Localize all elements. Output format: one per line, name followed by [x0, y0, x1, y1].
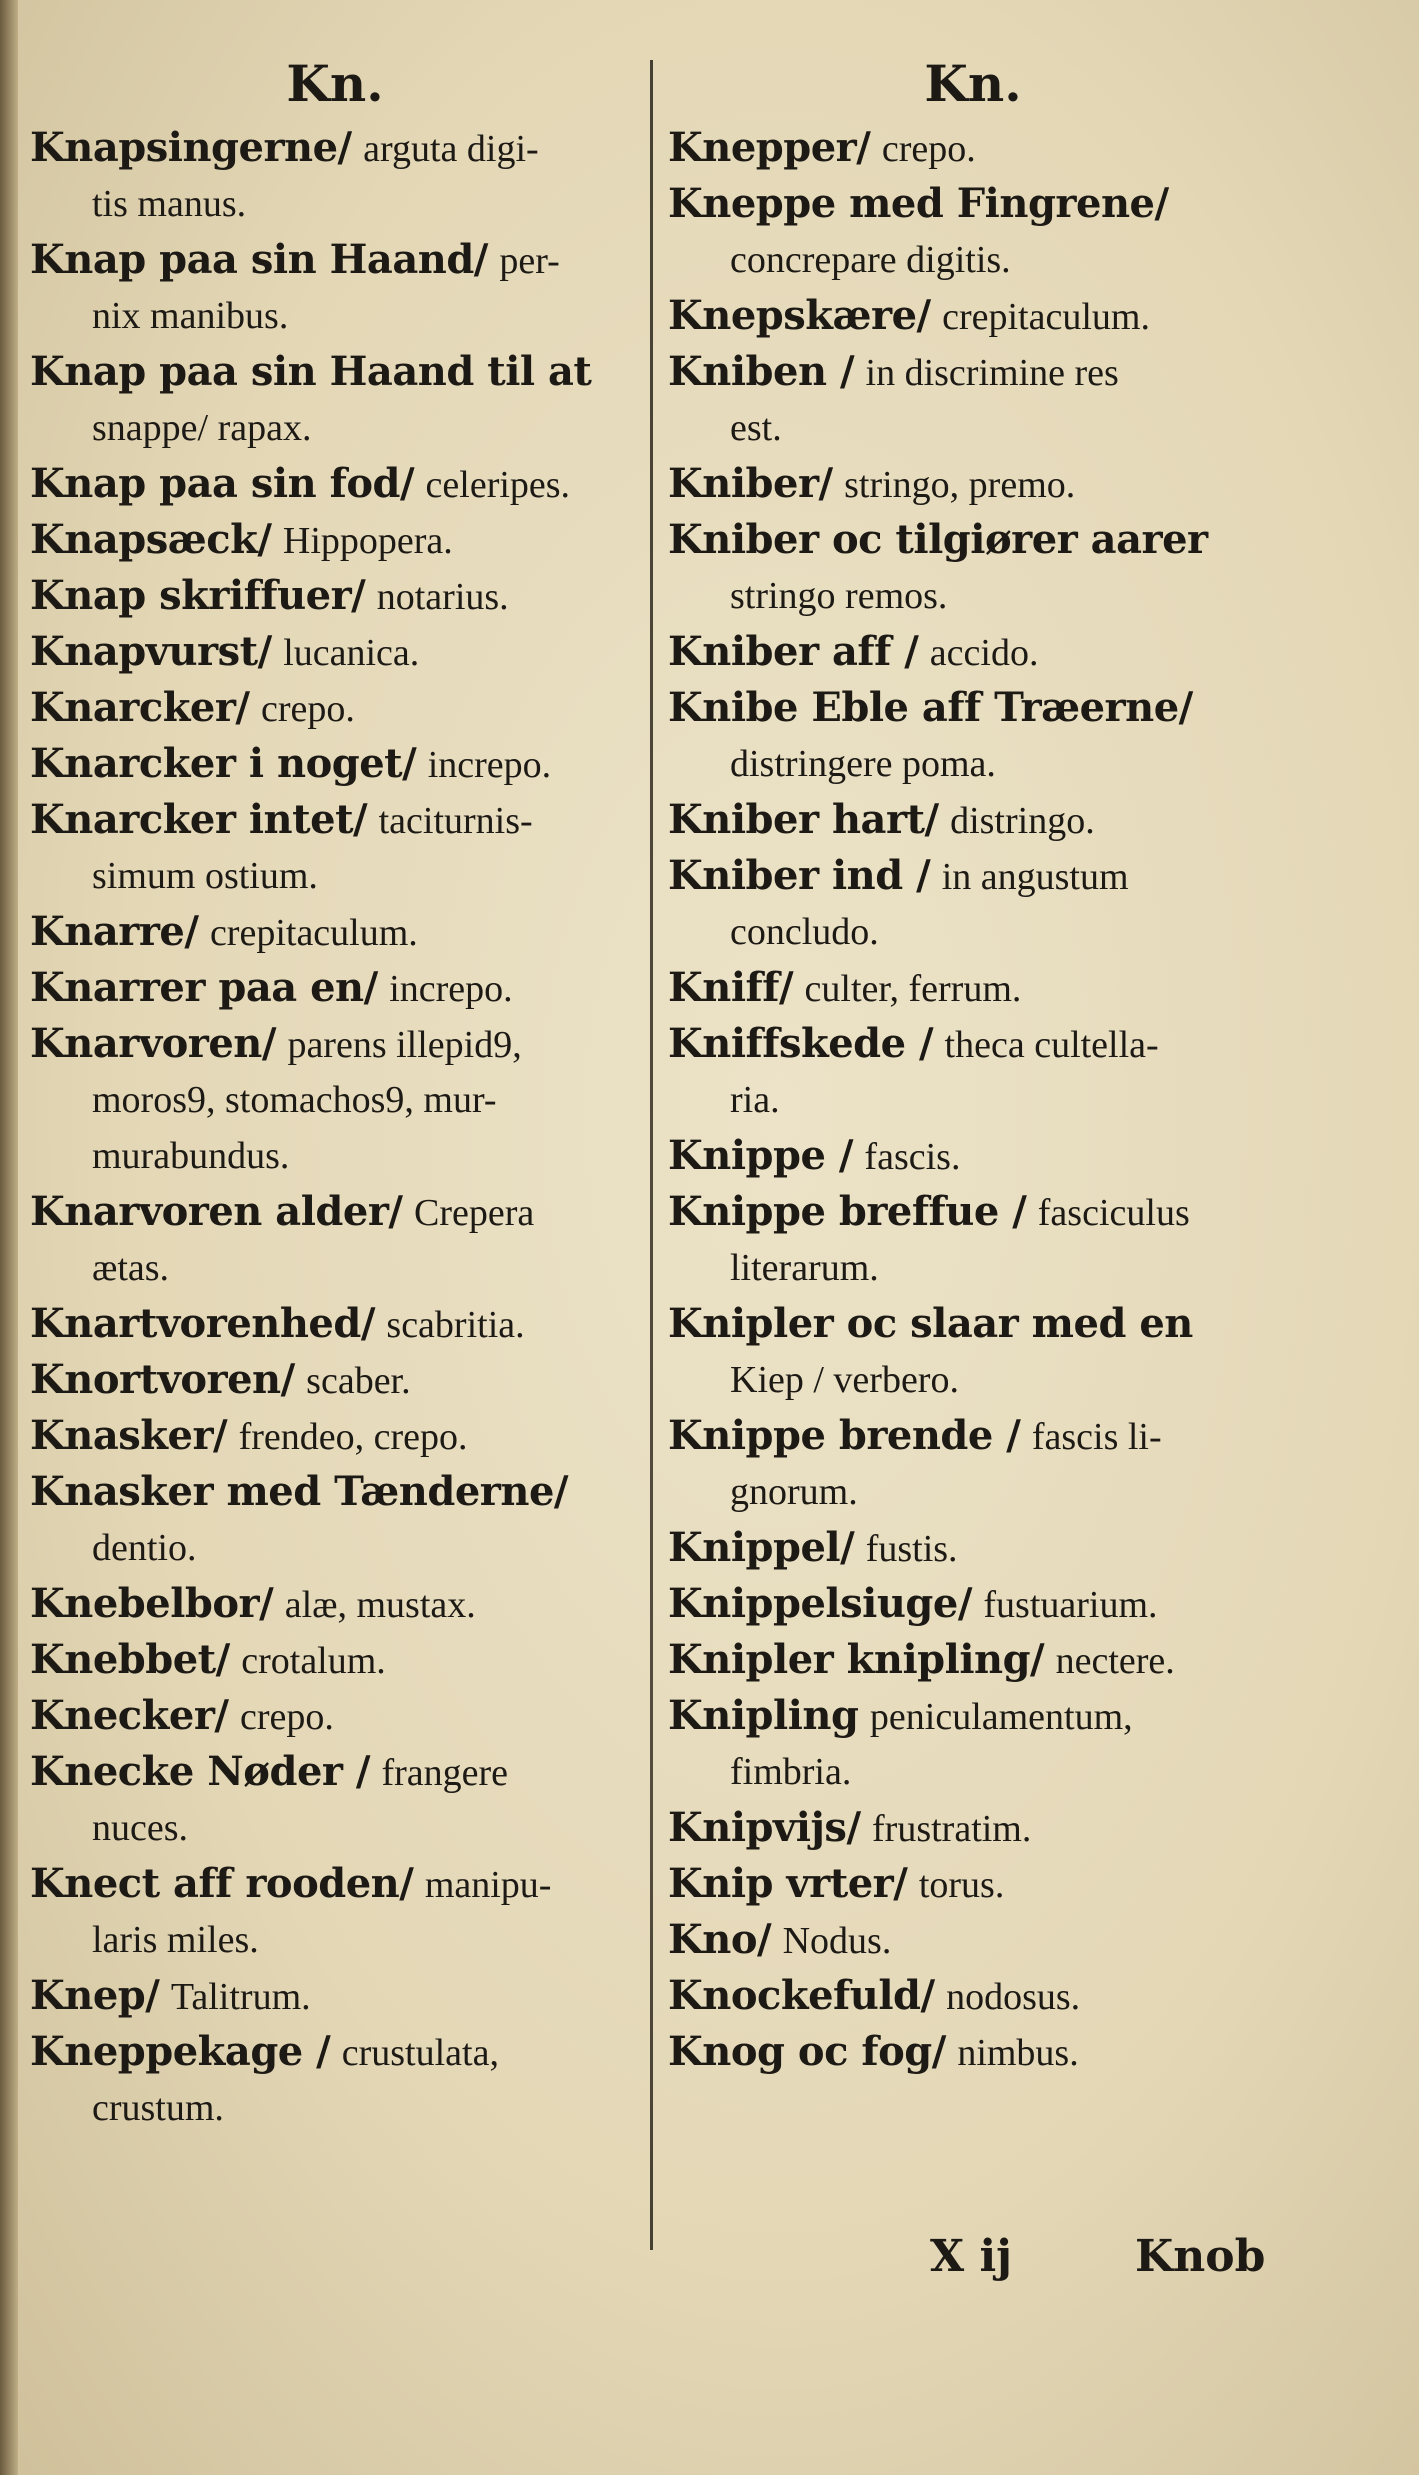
entry-continuation-line: gnorum.: [730, 1471, 858, 1513]
entry-first-line: [30, 1856, 640, 1912]
latin-gloss: crustulata,: [341, 2032, 499, 2074]
dictionary-entry: [668, 1128, 1278, 1184]
dictionary-entry: [30, 624, 640, 680]
dictionary-entry: [30, 1968, 640, 2024]
entry-first-line: [668, 1968, 1278, 2024]
entry-first-line: [668, 848, 1278, 904]
latin-gloss: frustratim.: [872, 1808, 1032, 1850]
entry-continuation-line: murabundus.: [92, 1135, 290, 1177]
latin-gloss: notarius.: [376, 576, 509, 618]
latin-gloss: in discrimine res: [865, 352, 1119, 394]
entry-first-line: [30, 456, 640, 512]
headword: Knecker/: [30, 1692, 229, 1739]
entry-first-line: [668, 1632, 1278, 1688]
left-running-head: Kn.: [286, 54, 384, 113]
latin-gloss: frendeo, crepo.: [238, 1416, 468, 1458]
headword: Knarcker/: [30, 684, 250, 731]
entry-first-line: [30, 512, 640, 568]
signature-mark: X ij: [930, 2231, 1013, 2282]
headword: Knip vrter/: [668, 1860, 908, 1907]
entry-continuation-line: fimbria.: [730, 1751, 852, 1793]
latin-gloss: crepo.: [239, 1696, 334, 1738]
dictionary-entry: [30, 1016, 640, 1184]
latin-gloss: fascis.: [864, 1136, 961, 1178]
headword: Knipling: [668, 1692, 859, 1739]
latin-gloss: celeripes.: [425, 464, 571, 506]
entry-first-line: [30, 1688, 640, 1744]
headword: Knap paa sin fod/: [30, 460, 415, 507]
latin-gloss: culter, ferrum.: [804, 968, 1022, 1010]
entry-first-line: [668, 1128, 1278, 1184]
headword: Kneppe med Fingrene/: [668, 180, 1169, 227]
latin-gloss: crepo.: [881, 128, 976, 170]
dictionary-entry: [668, 512, 1278, 624]
headword: Knapvurst/: [30, 628, 272, 675]
latin-gloss: stringo, premo.: [844, 464, 1076, 506]
latin-gloss: distringo.: [950, 800, 1095, 842]
entry-first-line: [668, 1296, 1278, 1352]
headword: Knapsingerne/: [30, 124, 352, 171]
entry-continuation-line: ria.: [730, 1079, 780, 1121]
entry-first-line: [668, 792, 1278, 848]
headword: Knippe brende /: [668, 1412, 1021, 1459]
entry-first-line: [668, 176, 1278, 232]
latin-gloss: peniculamentum,: [869, 1696, 1133, 1738]
entry-first-line: [668, 1576, 1278, 1632]
entry-continuation-line: nix manibus.: [92, 295, 289, 337]
headword: Kniben /: [668, 348, 855, 395]
dictionary-entry: [668, 792, 1278, 848]
entry-first-line: [30, 1352, 640, 1408]
headword: Knebelbor/: [30, 1580, 274, 1627]
entry-first-line: [30, 344, 640, 400]
entry-first-line: [668, 1520, 1278, 1576]
catchword: Knob: [1135, 2231, 1266, 2282]
headword: Knog oc fog/: [668, 2028, 946, 2075]
dictionary-entry: [30, 1184, 640, 1296]
right-entry-list: [668, 120, 1278, 2080]
headword: Knipvijs/: [668, 1804, 861, 1851]
entry-first-line: [668, 960, 1278, 1016]
entry-first-line: [668, 1856, 1278, 1912]
right-running-head: Kn.: [924, 54, 1022, 113]
latin-gloss: in angustum: [941, 856, 1129, 898]
entry-first-line: [30, 1744, 640, 1800]
headword: Knepskære/: [668, 292, 931, 339]
dictionary-entry: [30, 456, 640, 512]
latin-gloss: per-: [499, 240, 560, 282]
dictionary-entry: [30, 1464, 640, 1576]
entry-first-line: [30, 1576, 640, 1632]
latin-gloss: crepitaculum.: [209, 912, 418, 954]
latin-gloss: scabritia.: [386, 1304, 525, 1346]
headword: Knap paa sin Haand til at: [30, 348, 592, 395]
headword: Kno/: [668, 1916, 772, 1963]
latin-gloss: nodosus.: [946, 1976, 1081, 2018]
dictionary-entry: [668, 120, 1278, 176]
headword: Kniber aff /: [668, 628, 919, 675]
dictionary-entry: [30, 232, 640, 344]
headword: Knasker/: [30, 1412, 228, 1459]
latin-gloss: crotalum.: [241, 1640, 386, 1682]
latin-gloss: theca cultella-: [944, 1024, 1159, 1066]
headword: Knarvoren/: [30, 1020, 276, 1067]
headword: Knarre/: [30, 908, 199, 955]
latin-gloss: lucanica.: [283, 632, 420, 674]
dictionary-entry: [668, 2024, 1278, 2080]
entry-first-line: [30, 568, 640, 624]
entry-first-line: [668, 344, 1278, 400]
dictionary-entry: [30, 1744, 640, 1856]
headword: Knap paa sin Haand/: [30, 236, 488, 283]
entry-continuation-line: moros9, stomachos9, mur-: [92, 1079, 497, 1121]
latin-gloss: Hippopera.: [282, 520, 453, 562]
latin-gloss: Nodus.: [782, 1920, 892, 1962]
dictionary-entry: [30, 120, 640, 232]
dictionary-entry: [668, 624, 1278, 680]
latin-gloss: fasciculus: [1037, 1192, 1190, 1234]
entry-first-line: [30, 120, 640, 176]
headword: Knapsæck/: [30, 516, 272, 563]
latin-gloss: manipu-: [424, 1864, 552, 1906]
latin-gloss: arguta digi-: [363, 128, 539, 170]
column-divider: [650, 60, 653, 2250]
entry-continuation-line: concrepare digitis.: [730, 239, 1011, 281]
entry-continuation-line: Kiep / verbero.: [730, 1359, 959, 1401]
entry-first-line: [30, 1016, 640, 1072]
headword: Knecke Nøder /: [30, 1748, 371, 1795]
headword: Knortvoren/: [30, 1356, 295, 1403]
dictionary-entry: [668, 1016, 1278, 1128]
entry-first-line: [30, 680, 640, 736]
book-spine: [0, 0, 18, 2475]
latin-gloss: crepo.: [261, 688, 355, 730]
dictionary-entry: [30, 1408, 640, 1464]
headword: Knipler oc slaar med en: [668, 1300, 1193, 1347]
latin-gloss: nectere.: [1055, 1640, 1175, 1682]
entry-first-line: [668, 288, 1278, 344]
dictionary-entry: [30, 512, 640, 568]
latin-gloss: accido.: [929, 632, 1039, 674]
entry-first-line: [30, 1184, 640, 1240]
dictionary-entry: [668, 1688, 1278, 1800]
entry-first-line: [668, 624, 1278, 680]
headword: Knippel/: [668, 1524, 855, 1571]
entry-first-line: [30, 1464, 640, 1520]
headword: Knep/: [30, 1972, 160, 2019]
latin-gloss: fustis.: [865, 1528, 958, 1570]
dictionary-entry: [30, 344, 640, 456]
dictionary-entry: [668, 1632, 1278, 1688]
entry-first-line: [30, 232, 640, 288]
headword: Knippelsiuge/: [668, 1580, 972, 1627]
dictionary-entry: [668, 1800, 1278, 1856]
entry-first-line: [30, 1968, 640, 2024]
entry-continuation-line: snappe/ rapax.: [92, 407, 312, 449]
latin-gloss: alæ, mustax.: [284, 1584, 476, 1626]
entry-first-line: [30, 904, 640, 960]
entry-first-line: [30, 624, 640, 680]
entry-first-line: [668, 1688, 1278, 1744]
headword: Knarcker i noget/: [30, 740, 417, 787]
entry-first-line: [668, 2024, 1278, 2080]
dictionary-entry: [668, 1912, 1278, 1968]
entry-first-line: [668, 1016, 1278, 1072]
entry-continuation-line: nuces.: [92, 1807, 189, 1849]
dictionary-entry: [668, 1184, 1278, 1296]
entry-continuation-line: tis manus.: [92, 183, 247, 225]
latin-gloss: frangere: [381, 1752, 509, 1794]
dictionary-entry: [668, 960, 1278, 1016]
entry-continuation-line: simum ostium.: [92, 855, 318, 897]
headword: Kniff/: [668, 964, 794, 1011]
entry-first-line: [668, 1912, 1278, 1968]
entry-continuation-line: laris miles.: [92, 1919, 259, 1961]
headword: Knarvoren alder/: [30, 1188, 403, 1235]
dictionary-entry: [30, 1688, 640, 1744]
entry-first-line: [30, 1296, 640, 1352]
headword: Knasker med Tænderne/: [30, 1468, 568, 1515]
headword: Knarcker intet/: [30, 796, 368, 843]
latin-gloss: torus.: [918, 1864, 1005, 1906]
headword: Kniber oc tilgiører aarer: [668, 516, 1208, 563]
dictionary-entry: [30, 680, 640, 736]
headword: Knipler knipling/: [668, 1636, 1045, 1683]
latin-gloss: fascis li-: [1031, 1416, 1162, 1458]
headword: Knepper/: [668, 124, 871, 171]
dictionary-entry: [668, 848, 1278, 960]
dictionary-entry: [668, 456, 1278, 512]
entry-continuation-line: literarum.: [730, 1247, 879, 1289]
entry-continuation-line: est.: [730, 407, 782, 449]
entry-first-line: [668, 680, 1278, 736]
dictionary-entry: [30, 1352, 640, 1408]
headword: Kniffskede /: [668, 1020, 934, 1067]
latin-gloss: scaber.: [306, 1360, 411, 1402]
dictionary-entry: [30, 792, 640, 904]
entry-first-line: [30, 1632, 640, 1688]
dictionary-entry: [30, 1856, 640, 1968]
headword: Knockefuld/: [668, 1972, 935, 2019]
entry-continuation-line: dentio.: [92, 1527, 197, 1569]
headword: Knebbet/: [30, 1636, 230, 1683]
dictionary-entry: [668, 1296, 1278, 1408]
headword: Kniber ind /: [668, 852, 931, 899]
entry-first-line: [668, 1408, 1278, 1464]
entry-first-line: [668, 1800, 1278, 1856]
dictionary-entry: [30, 904, 640, 960]
entry-continuation-line: distringere poma.: [730, 743, 996, 785]
headword: Knect aff rooden/: [30, 1860, 414, 1907]
dictionary-entry: [668, 1576, 1278, 1632]
latin-gloss: crepitaculum.: [942, 296, 1150, 338]
headword: Knartvorenhed/: [30, 1300, 375, 1347]
dictionary-entry: [668, 1968, 1278, 2024]
dictionary-entry: [30, 2024, 640, 2136]
dictionary-entry: [668, 1856, 1278, 1912]
dictionary-entry: [668, 680, 1278, 792]
headword: Knippe breffue /: [668, 1188, 1027, 1235]
latin-gloss: taciturnis-: [378, 800, 533, 842]
entry-continuation-line: stringo remos.: [730, 575, 948, 617]
entry-first-line: [668, 512, 1278, 568]
dictionary-entry: [30, 568, 640, 624]
entry-first-line: [668, 120, 1278, 176]
dictionary-entry: [668, 1408, 1278, 1520]
latin-gloss: Crepera: [413, 1192, 535, 1234]
dictionary-entry: [668, 1520, 1278, 1576]
latin-gloss: fustuarium.: [983, 1584, 1158, 1626]
latin-gloss: parens illepid9,: [287, 1024, 522, 1066]
entry-continuation-line: crustum.: [92, 2087, 224, 2129]
latin-gloss: Talitrum.: [170, 1976, 311, 2018]
headword: Kniber/: [668, 460, 833, 507]
entry-first-line: [30, 2024, 640, 2080]
headword: Knarrer paa en/: [30, 964, 378, 1011]
entry-continuation-line: concludo.: [730, 911, 879, 953]
dictionary-entry: [30, 960, 640, 1016]
dictionary-entry: [30, 1576, 640, 1632]
latin-gloss: increpo.: [427, 744, 552, 786]
dictionary-entry: [30, 1296, 640, 1352]
left-column: [30, 48, 640, 2136]
entry-first-line: [30, 1408, 640, 1464]
latin-gloss: nimbus.: [957, 2032, 1079, 2074]
right-column: [668, 48, 1278, 2080]
dictionary-entry: [668, 344, 1278, 456]
headword: Knibe Eble aff Træerne/: [668, 684, 1193, 731]
entry-first-line: [668, 456, 1278, 512]
entry-first-line: [30, 792, 640, 848]
entry-first-line: [30, 960, 640, 1016]
headword: Kniber hart/: [668, 796, 939, 843]
headword: Knippe /: [668, 1132, 853, 1179]
entry-first-line: [30, 736, 640, 792]
headword: Knap skriffuer/: [30, 572, 366, 619]
dictionary-entry: [30, 736, 640, 792]
headword: Kneppekage /: [30, 2028, 331, 2075]
dictionary-entry: [668, 176, 1278, 288]
entry-continuation-line: ætas.: [92, 1247, 170, 1289]
left-entry-list: [30, 120, 640, 2136]
dictionary-entry: [30, 1632, 640, 1688]
entry-first-line: [668, 1184, 1278, 1240]
dictionary-entry: [668, 288, 1278, 344]
latin-gloss: increpo.: [389, 968, 513, 1010]
